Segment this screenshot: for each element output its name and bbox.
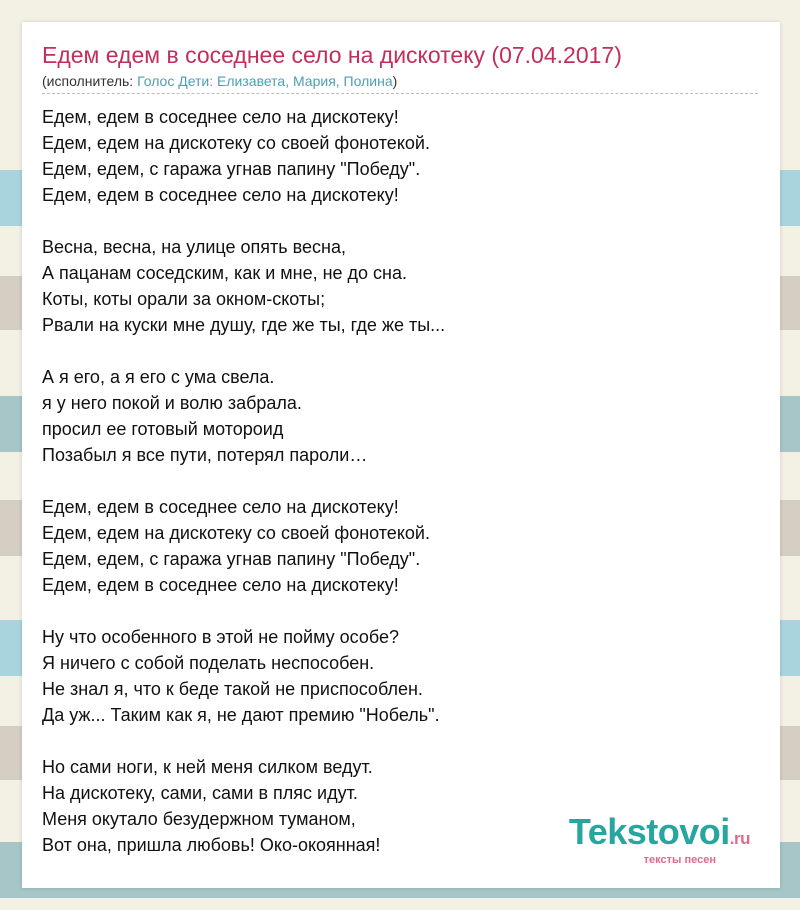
logo-wordmark (568, 811, 750, 857)
logo-name: Tekstovoi (568, 811, 730, 852)
lyrics-line: Едем, едем на дискотеку со своей фонотекой. (42, 523, 430, 543)
stanza-gap (42, 598, 758, 624)
lyrics-line: Едем, едем, с гаража угнав папину "Победу". (42, 549, 421, 569)
logo-tld: .ru (729, 829, 750, 848)
lyrics-line: Едем, едем в соседнее село на дискотеку! (42, 497, 399, 517)
lyrics-line: Не знал я, что к беде такой не приспособлен. (42, 679, 423, 699)
lyrics-line: Едем, едем в соседнее село на дискотеку! (42, 185, 399, 205)
stanza-gap (42, 338, 758, 364)
lyrics-line: Да уж... Таким как я, не дают премию "Нобель". (42, 705, 440, 725)
artist-prefix: (исполнитель: (42, 73, 138, 89)
site-logo[interactable] (568, 811, 750, 866)
lyrics-line: я у него покой и волю забрала. (42, 393, 302, 413)
lyrics-line: Едем, едем в соседнее село на дискотеку! (42, 575, 399, 595)
lyrics-line: А я его, а я его с ума свела. (42, 367, 275, 387)
lyrics-line: Рвали на куски мне душу, где же ты, где же ты... (42, 315, 446, 335)
lyrics-line: А пацанам соседским, как и мне, не до сна. (42, 263, 408, 283)
artist-line (42, 73, 397, 89)
stanza-gap (42, 728, 758, 754)
artist-suffix: ) (392, 73, 398, 89)
song-title: Едем едем в соседнее село на дискотеку (07.04.2017) (42, 42, 622, 68)
stanza-gap (42, 208, 758, 234)
stanza-gap (42, 468, 758, 494)
lyrics-line: Едем, едем в соседнее село на дискотеку! (42, 107, 399, 127)
divider (42, 93, 758, 94)
lyrics-line: Ну что особенного в этой не пойму особе? (42, 627, 400, 647)
lyrics-line: Весна, весна, на улице опять весна, (42, 237, 346, 257)
logo-tagline: тексты песен (643, 854, 716, 866)
lyrics-line: На дискотеку, сами, сами в пляс идут. (42, 783, 358, 803)
artist-link[interactable]: Голос Дети: Елизавета, Мария, Полина (137, 73, 393, 89)
lyrics-line: Я ничего с собой поделать неспособен. (42, 653, 375, 673)
lyrics-line: Коты, коты орали за окном-скоты; (42, 289, 326, 309)
lyrics-line: Едем, едем, с гаража угнав папину "Победу". (42, 159, 421, 179)
lyrics-line: Меня окутало безудержном туманом, (42, 809, 356, 829)
lyrics-line: Позабыл я все пути, потерял пароли… (42, 445, 368, 465)
lyrics-line: Но сами ноги, к ней меня силком ведут. (42, 757, 373, 777)
lyrics-card (22, 22, 780, 888)
lyrics-text (42, 104, 758, 858)
lyrics-line: Вот она, пришла любовь! Око-окоянная! (42, 835, 381, 855)
lyrics-line: просил ее готовый мотороид (42, 419, 284, 439)
lyrics-line: Едем, едем на дискотеку со своей фонотекой. (42, 133, 430, 153)
